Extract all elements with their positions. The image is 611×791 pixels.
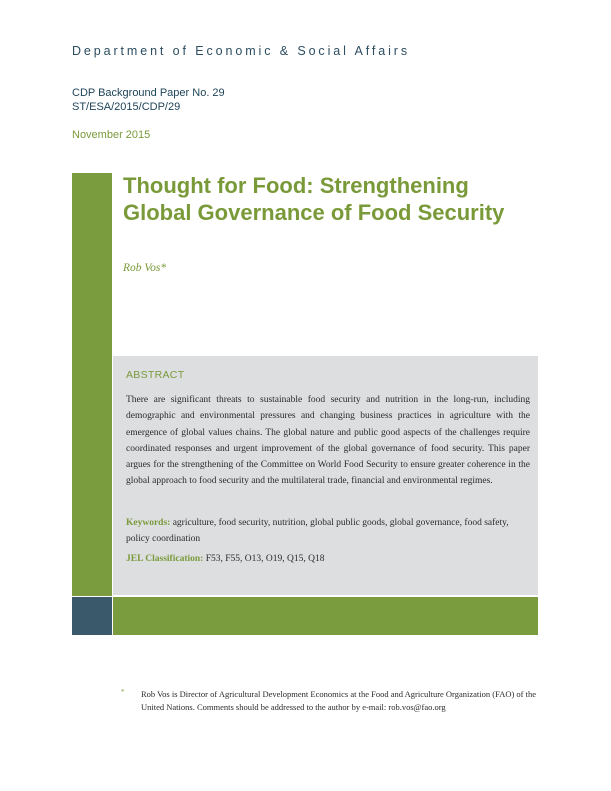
keywords-label: Keywords: (126, 518, 171, 528)
decorative-navy-block (72, 597, 112, 635)
jel-label: JEL Classification: (126, 554, 204, 564)
title-line-1: Thought for Food: Strengthening (123, 173, 469, 198)
abstract-body: There are significant threats to sustainable food security and nutrition in the long-run, including demographic and environmental pressures and changing business practices in agriculture with the emergence of global values chains. The global nature and public good aspects of the challenges require coordinated responses and urgent improvement of the global governance of food security. This paper argues for the strengthening of the Committee on World Food Security to ensure greater coherence in the global approach to food security and the multilateral trade, financial and environmental regimes. (126, 395, 530, 487)
footnote-marker: * (121, 688, 125, 696)
decorative-green-bar (72, 173, 112, 596)
footnote-text: Rob Vos is Director of Agricultural Development Economics at the Food and Agriculture Organization (FAO) of the United Nations. Comments should be addressed to the author by e-mail: rob.vos@fao.org (141, 689, 537, 712)
abstract-panel (113, 356, 538, 595)
department-name: Department of Economic & Social Affairs (72, 44, 410, 58)
abstract-heading: ABSTRACT (126, 369, 185, 381)
decorative-green-band (113, 597, 538, 635)
keywords-text: agriculture, food security, nutrition, global public goods, global governance, food safety, policy coordination (126, 518, 509, 545)
keywords (126, 515, 530, 548)
paper-series: CDP Background Paper No. 29 (72, 87, 225, 99)
publication-date: November 2015 (72, 129, 151, 141)
author-name: Rob Vos* (123, 262, 167, 274)
title-line-2: Global Governance of Food Security (123, 200, 505, 225)
document-symbol: ST/ESA/2015/CDP/29 (72, 101, 181, 113)
jel-classification (126, 554, 530, 564)
author-footnote (121, 688, 544, 714)
paper-title (123, 172, 563, 226)
jel-codes: F53, F55, O13, O19, Q15, Q18 (205, 554, 325, 564)
